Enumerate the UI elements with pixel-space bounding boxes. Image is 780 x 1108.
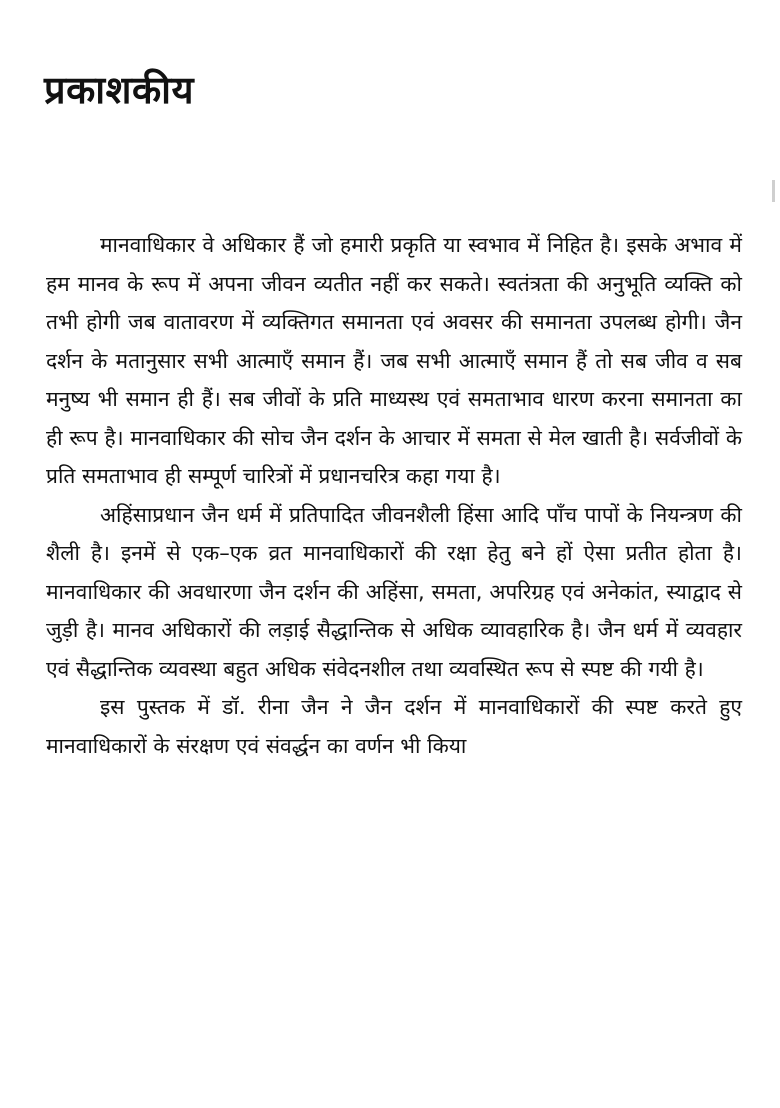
paragraph-3: इस पुस्तक में डॉ. रीना जैन ने जैन दर्शन में मानवाधिकारों की स्पष्ट करते हुए मानवाधिकारों के संरक्षण एवं संवर्द्धन का वर्णन भी किया [46, 695, 742, 758]
page-title: प्रकाशकीय [44, 68, 195, 112]
scan-edge-mark [772, 180, 775, 202]
body-text [46, 226, 742, 765]
paragraph-2: अहिंसाप्रधान जैन धर्म में प्रतिपादित जीवनशैली हिंसा आदि पाँच पापों के नियन्त्रण की शैली है। इनमें से एक–एक व्रत मानवाधिकारों की रक्षा हेतु बने हों ऐसा प्रतीत होता है। मानवाधिकार की अवधारणा जैन दर्शन की अहिंसा, समता, अपरिग्रह एवं अनेकांत, स्याद्वाद से जुड़ी है। मानव अधिकारों की लड़ाई सैद्धान्तिक से अधिक व्यावहारिक है। जैन धर्म में व्यवहार एवं सैद्धान्तिक व्यवस्था बहुत अधिक संवेदनशील तथा व्यवस्थित रूप से स्पष्ट की गयी है। [46, 502, 742, 681]
paragraph-1: मानवाधिकार वे अधिकार हैं जो हमारी प्रकृति या स्वभाव में निहित है। इसके अभाव में हम मानव के रूप में अपना जीवन व्यतीत नहीं कर सकते। स्वतंत्रता की अनुभूति व्यक्ति को तभी होगी जब वातावरण में व्यक्तिगत समानता एवं अवसर की समानता उपलब्ध होगी। जैन दर्शन के मतानुसार सभी आत्माएँ समान हैं। जब सभी आत्माएँ समान हैं तो सब जीव व सब मनुष्य भी समान ही हैं। सब जीवों के प्रति माध्यस्थ एवं समताभाव धारण करना समानता का ही रूप है। मानवाधिकार की सोच जैन दर्शन के आचार में समता से मेल खाती है। सर्वजीवों के प्रति समताभाव ही सम्पूर्ण चारित्रों में प्रधानचरित्र कहा गया है। [46, 233, 742, 488]
